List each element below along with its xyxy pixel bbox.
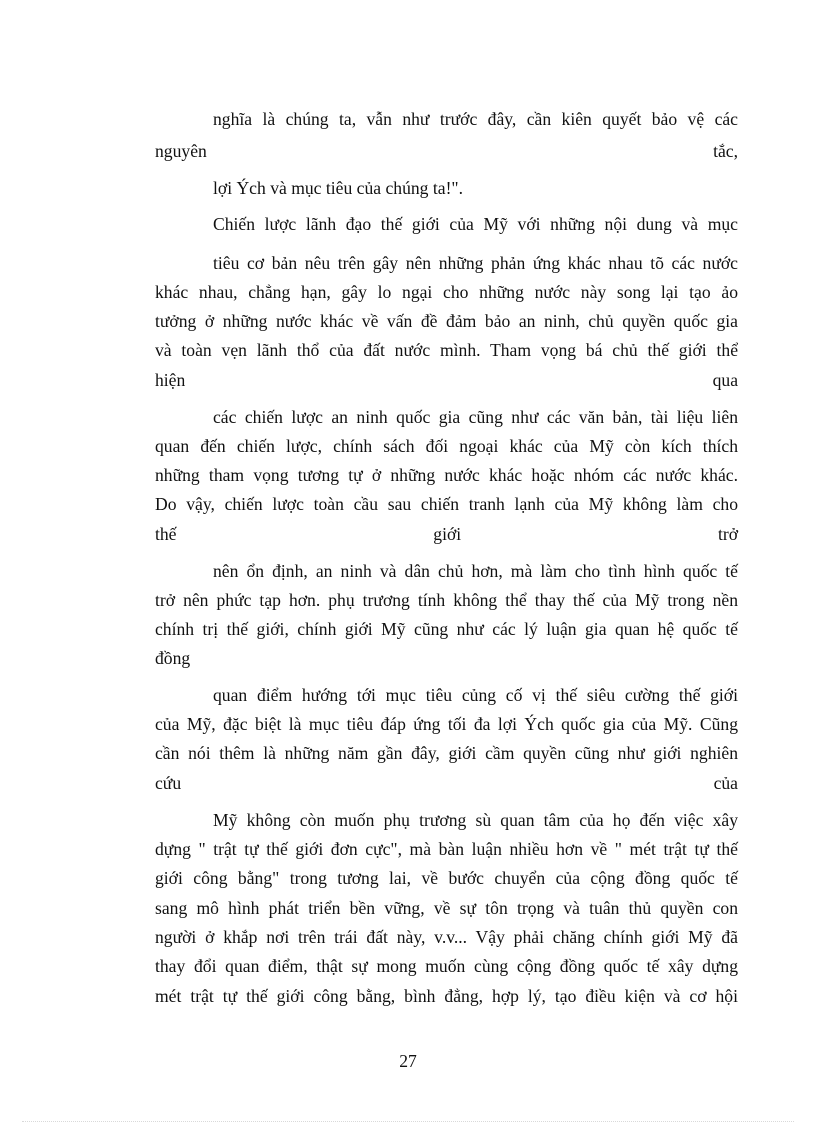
text-line: Do vậy, chiến lược toàn cầu sau chiến tranh lạnh của Mỹ không làm cho xyxy=(155,494,738,514)
text-line: nên ổn định, an ninh và dân chủ hơn, mà làm cho tình hình quốc tế xyxy=(213,561,738,581)
text-line: tiêu cơ bản nêu trên gây nên những phản ứng khác nhau tõ các nước xyxy=(213,253,738,273)
page-edge-divider xyxy=(22,1121,794,1122)
text-line: lợi Ých và mục tiêu của chúng ta!". xyxy=(213,178,464,198)
text-line: hiện qua xyxy=(155,370,738,390)
text-line: giới công bằng" trong tương lai, về bước chuyển của cộng đồng quốc tế xyxy=(155,868,738,888)
text-line: các chiến lược an ninh quốc gia cũng như các văn bản, tài liệu liên xyxy=(213,407,738,427)
text-line: trở nên phức tạp hơn. phụ trương tính không thể thay thế của Mỹ trong nền xyxy=(155,590,738,610)
text-line: Chiến lược lãnh đạo thế giới của Mỹ với những nội dung và mục xyxy=(213,214,738,234)
text-line: thay đổi quan điểm, thật sự mong muốn cùng cộng đồng quốc tế xây dựng xyxy=(155,956,738,976)
text-line: người ở khắp nơi trên trái đất này, v.v... Vậy phải chăng chính giới Mỹ đã xyxy=(155,927,738,947)
text-line: nghĩa là chúng ta, vẫn như trước đây, cần kiên quyết bảo vệ các xyxy=(213,109,738,129)
text-line: của Mỹ, đặc biệt là mục tiêu đáp ứng tối đa lợi Ých quốc gia của Mỹ. Cũng xyxy=(155,714,738,734)
text-line: quan đến chiến lược, chính sách đối ngoại khác của Mỹ còn kích thích xyxy=(155,436,738,456)
page-number: 27 xyxy=(399,1051,417,1071)
text-line: nguyên tắc, xyxy=(155,141,738,161)
text-line: những tham vọng tương tự ở những nước khác hoặc nhóm các nước khác. xyxy=(155,465,738,485)
text-line: cần nói thêm là những năm gần đây, giới cầm quyền cũng như giới nghiên xyxy=(155,743,738,763)
text-line: Mỹ không còn muốn phụ trương sù quan tâm của họ đến việc xây xyxy=(213,810,738,830)
text-line: sang mô hình phát triển bền vững, về sự tôn trọng và tuân thủ quyền con xyxy=(155,898,738,918)
text-line: khác nhau, chẳng hạn, gây lo ngại cho những nước này song lại tạo ảo xyxy=(155,282,738,302)
text-line: cứu của xyxy=(155,773,738,793)
text-line: mét trật tự thế giới công bằng, bình đẳng, hợp lý, tạo điều kiện và cơ hội xyxy=(155,986,738,1006)
text-line: thế giới trở xyxy=(155,524,738,544)
text-line: quan điểm hướng tới mục tiêu củng cố vị thế siêu cường thế giới xyxy=(213,685,738,705)
text-line: đồng xyxy=(155,648,191,668)
text-line: dựng " trật tự thế giới đơn cực", mà bàn luận nhiều hơn về " mét trật tự thế xyxy=(155,839,738,859)
text-line: và toàn vẹn lãnh thổ của đất nước mình. Tham vọng bá chủ thế giới thể xyxy=(155,340,738,360)
text-line: tưởng ở những nước khác về vấn đề đảm bảo an ninh, chủ quyền quốc gia xyxy=(155,311,738,331)
text-line: chính trị thế giới, chính giới Mỹ cũng như các lý luận gia quan hệ quốc tế xyxy=(155,619,738,639)
